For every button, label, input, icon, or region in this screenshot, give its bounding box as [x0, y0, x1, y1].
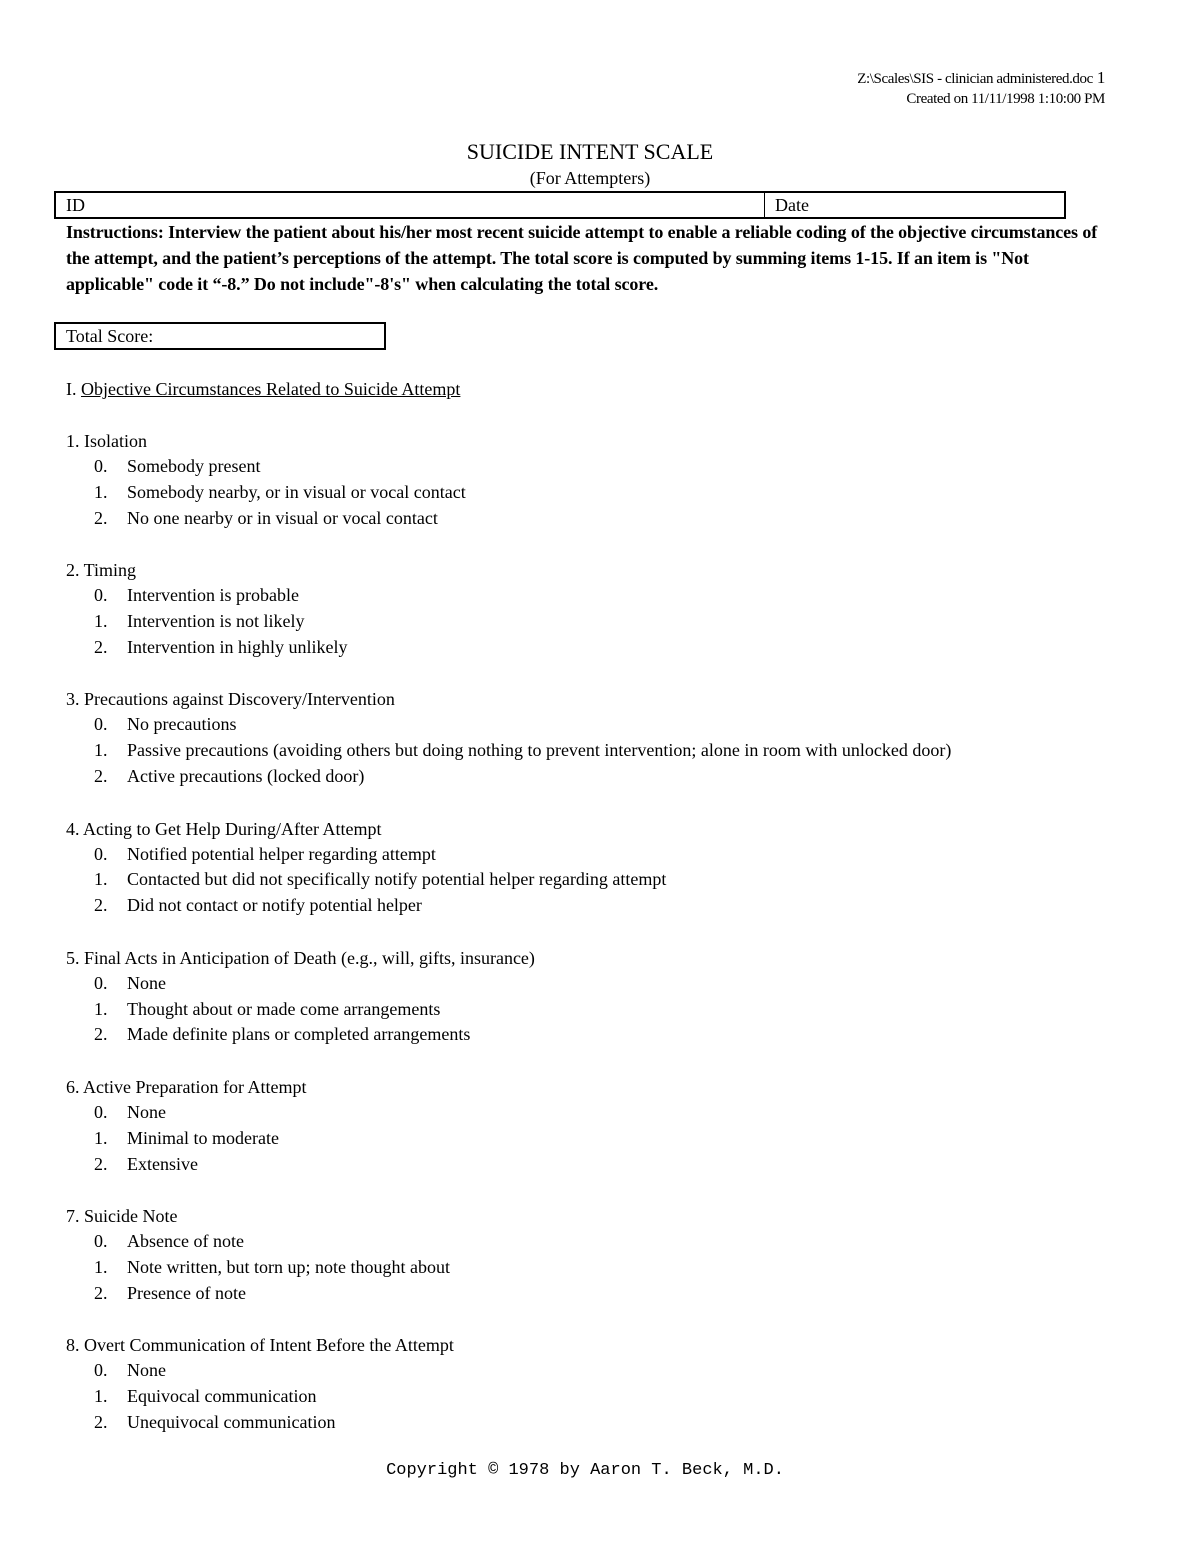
scale-item: [66, 1332, 1166, 1436]
item-option[interactable]: [66, 997, 1166, 1023]
id-field[interactable]: ID: [56, 193, 765, 217]
option-number: 2.: [94, 507, 108, 528]
section-prefix: I.: [66, 379, 81, 399]
page-title: SUICIDE INTENT SCALE: [466, 139, 714, 164]
option-number: 0.: [94, 1231, 108, 1252]
option-text: Extensive: [127, 1153, 198, 1174]
id-date-box: [54, 191, 1066, 219]
option-number: 2.: [94, 1024, 108, 1045]
option-text: Did not contact or notify potential helper: [127, 895, 422, 916]
option-number: 1.: [94, 1127, 108, 1148]
item-option[interactable]: [66, 1022, 1166, 1048]
scale-item: [66, 816, 1166, 920]
option-number: 0.: [94, 972, 108, 993]
option-text: Somebody present: [127, 456, 261, 476]
option-number: 1.: [94, 481, 108, 502]
item-option[interactable]: [66, 764, 1166, 790]
item-option[interactable]: [66, 609, 1166, 635]
item-option[interactable]: [66, 1152, 1166, 1178]
file-path-line: [857, 68, 1105, 89]
option-text: None: [127, 972, 166, 993]
item-option[interactable]: [66, 712, 1166, 738]
scale-item: [66, 1203, 1166, 1307]
option-text: Absence of note: [127, 1231, 244, 1252]
item-option[interactable]: [66, 738, 1166, 764]
scale-item: [66, 686, 1166, 790]
section-title: Objective Circumstances Related to Suicide Attempt: [81, 379, 461, 399]
copyright-notice: Copyright © 1978 by Aaron T. Beck, M.D.: [386, 1461, 784, 1480]
item-option[interactable]: [66, 1281, 1166, 1307]
item-option[interactable]: [66, 1100, 1166, 1126]
option-text: Passive precautions (avoiding others but doing nothing to prevent intervention; alone in room with unlocked door): [127, 740, 952, 761]
item-option[interactable]: [66, 583, 1166, 609]
item-title: 2. Timing: [66, 560, 137, 581]
option-text: Made definite plans or completed arrangements: [127, 1024, 471, 1045]
option-text: Intervention is not likely: [127, 611, 305, 632]
item-title: 5. Final Acts in Anticipation of Death (e.g., will, gifts, insurance): [66, 947, 535, 968]
option-text: None: [127, 1360, 166, 1381]
item-option[interactable]: [66, 867, 1166, 893]
item-option[interactable]: [66, 480, 1166, 506]
option-number: 1.: [94, 740, 108, 761]
created-date: Created on 11/11/1998 1:10:00 PM: [906, 91, 1105, 107]
option-number: 2.: [94, 766, 108, 787]
option-number: 2.: [94, 1411, 108, 1432]
option-number: 0.: [94, 714, 108, 735]
option-number: 1.: [94, 1256, 108, 1277]
option-text: Equivocal communication: [127, 1386, 317, 1407]
option-number: 0.: [94, 843, 108, 864]
total-score-field[interactable]: Total Score:: [54, 322, 386, 350]
item-option[interactable]: [66, 454, 1166, 480]
item-option[interactable]: [66, 506, 1166, 532]
item-option[interactable]: [66, 1255, 1166, 1281]
page-subtitle: (For Attempters): [529, 168, 651, 188]
option-number: 1.: [94, 998, 108, 1019]
option-number: 1.: [94, 611, 108, 632]
item-title: 7. Suicide Note: [66, 1206, 178, 1227]
items-list: [66, 428, 1166, 1461]
option-text: Unequivocal communication: [127, 1411, 336, 1432]
item-option[interactable]: [66, 971, 1166, 997]
option-number: 2.: [94, 895, 108, 916]
scale-item: [66, 945, 1166, 1049]
option-number: 1.: [94, 1386, 108, 1407]
option-number: 1.: [94, 869, 108, 890]
option-number: 2.: [94, 1153, 108, 1174]
item-title: 8. Overt Communication of Intent Before the Attempt: [66, 1335, 454, 1356]
item-option[interactable]: [66, 1358, 1166, 1384]
item-title: 3. Precautions against Discovery/Intervention: [66, 689, 395, 710]
option-text: Intervention is probable: [127, 585, 299, 606]
option-text: Active precautions (locked door): [127, 766, 365, 787]
option-text: Somebody nearby, or in visual or vocal contact: [127, 481, 466, 502]
option-text: Contacted but did not specifically notify potential helper regarding attempt: [127, 869, 667, 890]
item-option[interactable]: [66, 842, 1166, 868]
option-number: 0.: [94, 456, 108, 476]
option-text: Thought about or made come arrangements: [127, 998, 441, 1019]
option-number: 2.: [94, 636, 108, 657]
option-number: 0.: [94, 585, 108, 606]
item-title: 4. Acting to Get Help During/After Attempt: [66, 818, 382, 839]
option-text: Notified potential helper regarding attempt: [127, 843, 436, 864]
item-option[interactable]: [66, 1126, 1166, 1152]
scale-item: [66, 1074, 1166, 1178]
option-text: Minimal to moderate: [127, 1127, 279, 1148]
option-text: Presence of note: [127, 1282, 246, 1303]
item-option[interactable]: [66, 1384, 1166, 1410]
option-text: Intervention in highly unlikely: [127, 636, 348, 657]
option-text: No precautions: [127, 714, 237, 735]
item-option[interactable]: [66, 893, 1166, 919]
option-text: Note written, but torn up; note thought about: [127, 1256, 450, 1277]
instructions-text: Instructions: Interview the patient about his/her most recent suicide attempt to enable a reliable coding of the objective circumstances of the attempt, and the patient’s perceptions of the attempt. The total score is computed by summing items 1-15. If an item is "Not applicable" code it “-8.” Do not include"-8's" when calculating the total score.: [66, 222, 1098, 294]
scale-item: [66, 557, 1166, 661]
date-field[interactable]: Date: [775, 195, 809, 215]
item-title: 6. Active Preparation for Attempt: [66, 1076, 307, 1097]
item-option[interactable]: [66, 1229, 1166, 1255]
option-number: 0.: [94, 1101, 108, 1122]
document-header: [857, 68, 1105, 109]
scale-item: [66, 428, 1166, 532]
option-number: 0.: [94, 1360, 108, 1381]
file-path: Z:\Scales\SIS - clinician administered.doc: [857, 71, 1093, 87]
option-number: 2.: [94, 1282, 108, 1303]
item-option[interactable]: [66, 635, 1166, 661]
option-text: No one nearby or in visual or vocal contact: [127, 507, 438, 528]
page-number: 1: [1096, 68, 1105, 87]
section-heading: [66, 376, 460, 402]
option-text: None: [127, 1101, 166, 1122]
item-title: 1. Isolation: [66, 431, 147, 451]
item-option[interactable]: [66, 1410, 1166, 1436]
